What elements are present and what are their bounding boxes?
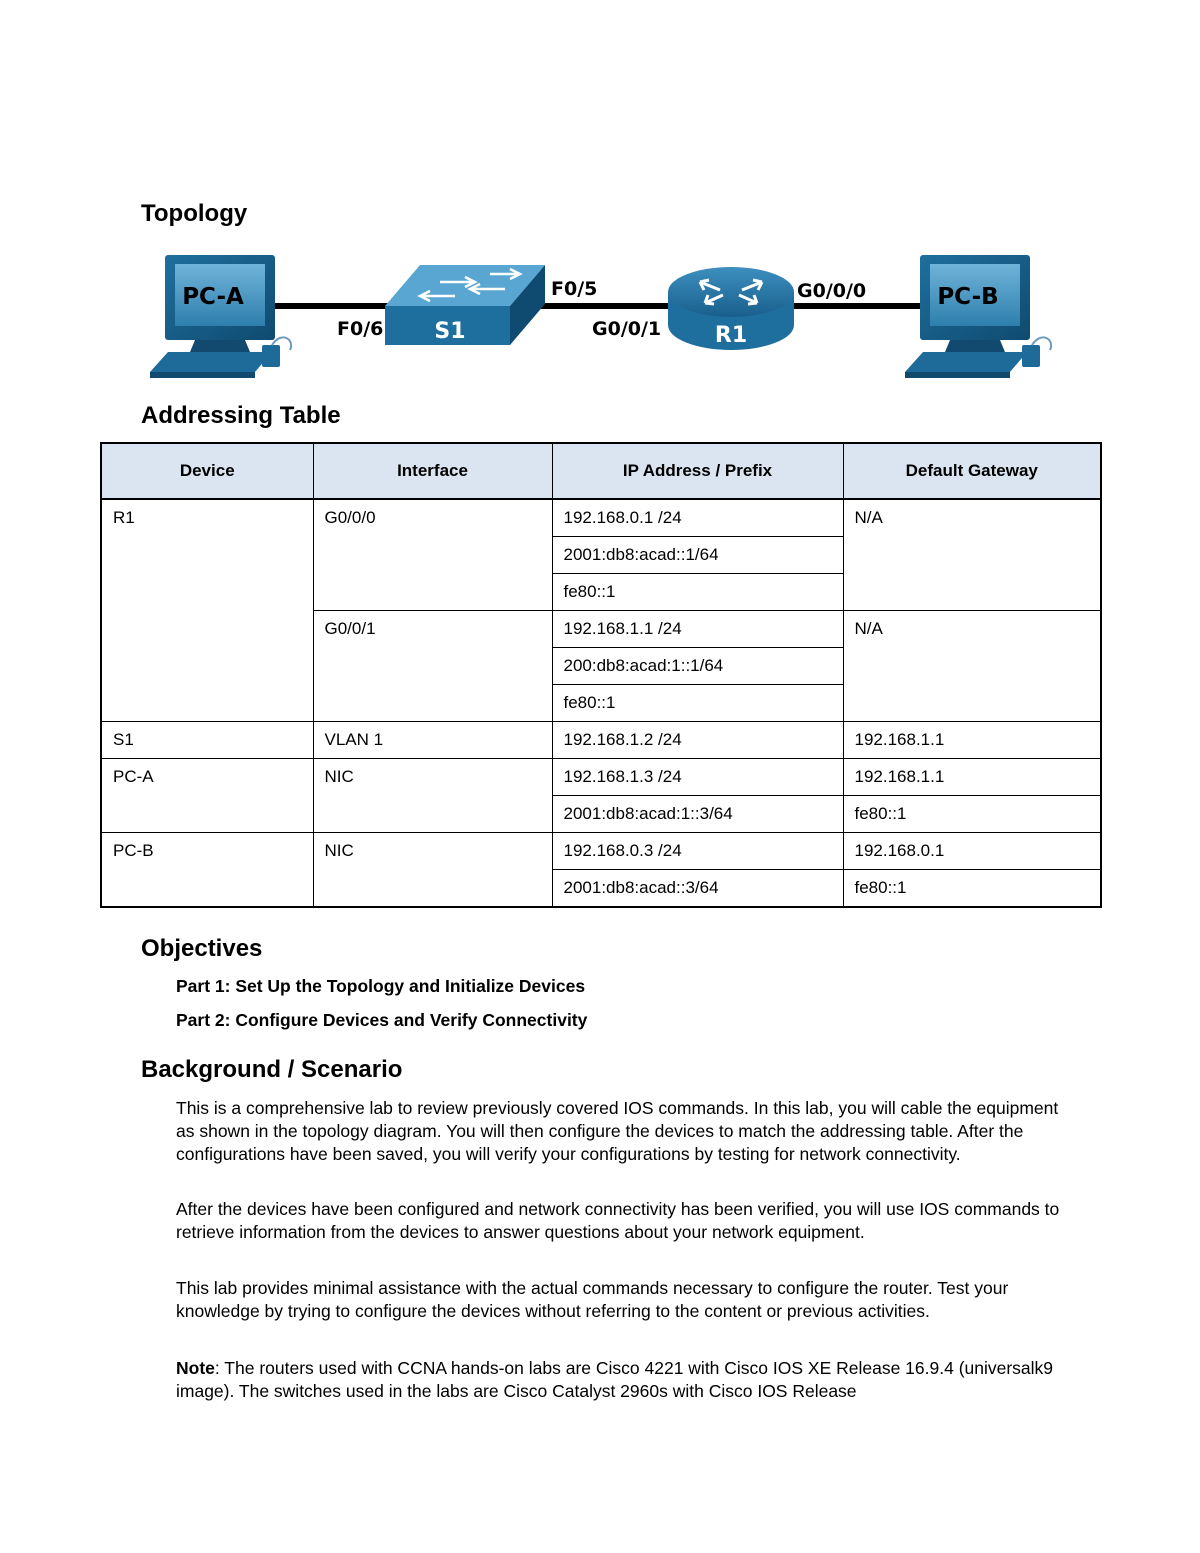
cell-gateway: 192.168.1.1 [843, 722, 1101, 759]
background-paragraph-2: After the devices have been configured and network connectivity has been verified, you will use IOS commands to retrieve information from the devices to answer questions about your network equipment. [176, 1199, 1060, 1242]
pc-b-icon [905, 255, 1051, 378]
cell-gateway: N/A [843, 499, 1101, 611]
cell-interface: NIC [313, 833, 552, 908]
cell-interface: G0/0/0 [313, 499, 552, 611]
addressing-table [100, 442, 1102, 908]
port-g000-label: G0/0/0 [797, 280, 867, 302]
objective-part-1: Part 1: Set Up the Topology and Initialize Devices [176, 976, 586, 996]
cell-ip: 192.168.0.3 /24 [552, 833, 843, 870]
table-row [101, 759, 1101, 796]
cell-ip: 2001:db8:acad::1/64 [552, 537, 843, 574]
cell-device: PC-B [101, 833, 313, 908]
table-row [101, 833, 1101, 870]
cell-gateway: 192.168.1.1 [843, 759, 1101, 796]
objectives-heading: Objectives [141, 935, 263, 962]
topology-diagram [0, 0, 1200, 400]
note-label: Note [176, 1358, 215, 1378]
objective-part-2: Part 2: Configure Devices and Verify Connectivity [176, 1010, 588, 1030]
cell-ip: 192.168.0.1 /24 [552, 499, 843, 537]
background-heading: Background / Scenario [141, 1056, 403, 1083]
cell-gateway: N/A [843, 611, 1101, 722]
cell-ip: 2001:db8:acad:1::3/64 [552, 796, 843, 833]
cell-interface: NIC [313, 759, 552, 833]
cell-ip: fe80::1 [552, 574, 843, 611]
port-f06-label: F0/6 [337, 318, 384, 340]
cell-interface: G0/0/1 [313, 611, 552, 722]
header-default-gateway: Default Gateway [843, 443, 1101, 499]
cell-ip: 192.168.1.3 /24 [552, 759, 843, 796]
cell-device: S1 [101, 722, 313, 759]
table-row [101, 722, 1101, 759]
header-interface: Interface [313, 443, 552, 499]
addressing-heading: Addressing Table [141, 402, 341, 429]
table-header-row [101, 443, 1101, 499]
pc-a-label: PC-A [182, 284, 244, 310]
cell-interface: VLAN 1 [313, 722, 552, 759]
header-device: Device [101, 443, 313, 499]
cell-gateway: fe80::1 [843, 870, 1101, 908]
pc-b-label: PC-B [937, 284, 999, 310]
note-paragraph [176, 1357, 1066, 1403]
pc-a-icon [150, 255, 291, 378]
background-paragraph-3: This lab provides minimal assistance with the actual commands necessary to configure the router. Test your knowledge by trying to configure the devices without referring to the content or previous activities. [176, 1278, 1009, 1321]
cell-ip: 200:db8:acad:1::1/64 [552, 648, 843, 685]
header-ip-address: IP Address / Prefix [552, 443, 843, 499]
cell-ip: 192.168.1.2 /24 [552, 722, 843, 759]
port-g001-label: G0/0/1 [592, 318, 662, 340]
cell-device: PC-A [101, 759, 313, 833]
cell-ip: 2001:db8:acad::3/64 [552, 870, 843, 908]
cell-ip: fe80::1 [552, 685, 843, 722]
port-f05-label: F0/5 [551, 278, 598, 300]
table-row [101, 499, 1101, 537]
s1-label: S1 [434, 319, 466, 344]
topology-heading: Topology [141, 200, 248, 227]
note-text: : The routers used with CCNA hands-on labs are Cisco 4221 with Cisco IOS XE Release 16.9.4 (universalk9 image). The switches used in the labs are Cisco Catalyst 2960s with Cisco IOS Release [176, 1358, 1054, 1401]
cell-ip: 192.168.1.1 /24 [552, 611, 843, 648]
background-paragraph-1: This is a comprehensive lab to review previously covered IOS commands. In this lab, you will cable the equipment as shown in the topology diagram. You will then configure the devices to match the addressing table. After the configurations have been saved, you will verify your configurations by testing for network connectivity. [176, 1098, 1059, 1164]
r1-label: R1 [714, 323, 748, 348]
cell-gateway: 192.168.0.1 [843, 833, 1101, 870]
cell-gateway: fe80::1 [843, 796, 1101, 833]
cell-device: R1 [101, 499, 313, 722]
